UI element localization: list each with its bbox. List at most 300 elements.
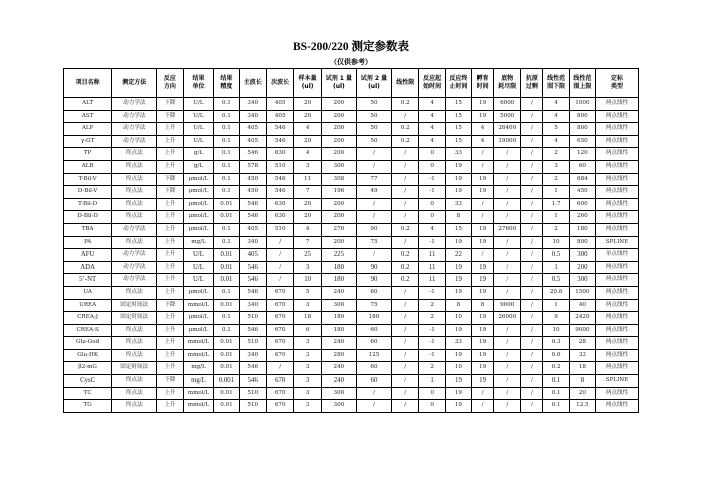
- table-cell: μmol/L: [183, 198, 214, 211]
- table-cell: mmol/L: [183, 337, 214, 350]
- table-cell: 10: [294, 274, 321, 287]
- table-cell: 两点线性: [596, 160, 639, 173]
- table-cell: 26000: [494, 312, 521, 325]
- table-cell: 10: [543, 324, 569, 337]
- table-cell: 终点法: [112, 236, 157, 249]
- table-cell: /: [392, 387, 419, 400]
- table-cell: 600: [569, 198, 595, 211]
- table-cell: 19: [445, 375, 471, 388]
- table-cell: 340: [239, 349, 266, 362]
- table-cell: 196: [321, 186, 356, 199]
- table-cell: 11: [294, 173, 321, 186]
- table-row: [64, 312, 639, 325]
- table-cell: 19: [472, 186, 494, 199]
- table-cell: /: [266, 236, 293, 249]
- table-cell: AST: [64, 110, 112, 123]
- table-cell: 终点法: [112, 160, 157, 173]
- table-cell: /: [521, 312, 543, 325]
- table-cell: U/L: [183, 123, 214, 136]
- table-cell: 1: [543, 186, 569, 199]
- table-cell: 546: [239, 211, 266, 224]
- table-cell: 75: [356, 299, 391, 312]
- table-cell: 510: [266, 160, 293, 173]
- table-cell: μmol/L: [183, 186, 214, 199]
- table-cell: 上升: [157, 198, 183, 211]
- table-cell: 两点线性: [596, 261, 639, 274]
- table-cell: 12.5: [569, 400, 595, 413]
- table-cell: 180: [321, 324, 356, 337]
- table-cell: 60: [569, 160, 595, 173]
- table-cell: 3: [294, 349, 321, 362]
- table-cell: D-Bil-D: [64, 211, 112, 224]
- table-cell: 300: [569, 249, 595, 262]
- table-cell: 上升: [157, 286, 183, 299]
- table-cell: 19: [445, 186, 471, 199]
- table-cell: 0.1: [214, 148, 239, 161]
- table-cell: 670: [266, 324, 293, 337]
- table-cell: 200: [321, 211, 356, 224]
- table-cell: 20: [294, 198, 321, 211]
- table-cell: 240: [321, 286, 356, 299]
- table-cell: 270: [321, 223, 356, 236]
- table-cell: 0.2: [392, 98, 419, 111]
- table-cell: 动力学法: [112, 274, 157, 287]
- table-row: [64, 236, 639, 249]
- table-cell: 4: [419, 223, 445, 236]
- table-cell: /: [472, 198, 494, 211]
- table-cell: 3: [294, 362, 321, 375]
- table-cell: 120: [569, 148, 595, 161]
- table-header-row: [64, 69, 639, 98]
- table-cell: 15: [445, 98, 471, 111]
- table-cell: 4: [543, 98, 569, 111]
- table-cell: /: [521, 324, 543, 337]
- table-cell: 50: [356, 123, 391, 136]
- table-cell: 2: [543, 148, 569, 161]
- table-cell: /: [392, 286, 419, 299]
- table-cell: 9000: [494, 299, 521, 312]
- table-cell: /: [392, 110, 419, 123]
- table-cell: 225: [321, 249, 356, 262]
- table-cell: 50: [356, 98, 391, 111]
- table-cell: 两点线性: [596, 110, 639, 123]
- table-cell: mmol/L: [183, 400, 214, 413]
- table-cell: 0: [419, 211, 445, 224]
- table-cell: 0.2: [392, 261, 419, 274]
- table-cell: 4: [543, 135, 569, 148]
- table-cell: 19: [445, 349, 471, 362]
- table-cell: 0.1: [543, 387, 569, 400]
- table-cell: 0.5: [543, 274, 569, 287]
- table-cell: 上升: [157, 400, 183, 413]
- table-row: [64, 148, 639, 161]
- table-cell: 下降: [157, 173, 183, 186]
- table-cell: /: [472, 148, 494, 161]
- table-cell: 280: [321, 349, 356, 362]
- table-cell: 670: [266, 337, 293, 350]
- table-cell: 19: [445, 324, 471, 337]
- table-cell: 670: [266, 349, 293, 362]
- table-cell: 0: [419, 387, 445, 400]
- table-row: [64, 135, 639, 148]
- table-cell: 180: [569, 223, 595, 236]
- table-cell: 0.1: [214, 173, 239, 186]
- table-cell: -1: [419, 324, 445, 337]
- table-cell: 19: [445, 160, 471, 173]
- table-cell: 8: [445, 211, 471, 224]
- table-cell: -1: [419, 349, 445, 362]
- table-cell: /: [494, 211, 521, 224]
- table-cell: 300: [321, 299, 356, 312]
- table-cell: 15: [445, 223, 471, 236]
- table-cell: 240: [321, 337, 356, 350]
- table-row: [64, 223, 639, 236]
- table-cell: 670: [266, 375, 293, 388]
- table-cell: 终点法: [112, 375, 157, 388]
- table-cell: 4: [294, 148, 321, 161]
- column-header: 抗原 过剩: [521, 69, 543, 98]
- table-cell: U/L: [183, 274, 214, 287]
- table-cell: CREA-J: [64, 312, 112, 325]
- column-header: 反应起 始时间: [419, 69, 445, 98]
- table-cell: /: [521, 375, 543, 388]
- table-cell: 0.01: [214, 362, 239, 375]
- table-cell: 180: [321, 261, 356, 274]
- table-cell: 1: [543, 299, 569, 312]
- table-cell: 上升: [157, 148, 183, 161]
- table-cell: 8: [445, 299, 471, 312]
- table-cell: /: [521, 299, 543, 312]
- table-cell: /: [521, 362, 543, 375]
- table-cell: 上升: [157, 387, 183, 400]
- table-cell: 固定时间法: [112, 312, 157, 325]
- table-cell: 上升: [157, 274, 183, 287]
- table-cell: /: [521, 261, 543, 274]
- table-cell: 固定时间法: [112, 362, 157, 375]
- table-cell: /: [521, 110, 543, 123]
- table-cell: 9000: [569, 324, 595, 337]
- table-cell: 上升: [157, 337, 183, 350]
- table-cell: 546: [239, 198, 266, 211]
- table-cell: 5: [294, 286, 321, 299]
- table-cell: 405: [239, 123, 266, 136]
- table-cell: 3: [294, 160, 321, 173]
- table-cell: μmol/L: [183, 223, 214, 236]
- column-header: 底物 耗尽限: [494, 69, 521, 98]
- table-cell: 630: [266, 148, 293, 161]
- table-cell: 1: [543, 261, 569, 274]
- table-cell: 18: [294, 312, 321, 325]
- table-cell: 终点法: [112, 286, 157, 299]
- table-cell: 630: [266, 198, 293, 211]
- table-cell: 60: [356, 337, 391, 350]
- table-cell: 10: [543, 236, 569, 249]
- table-cell: β2-mG: [64, 362, 112, 375]
- table-row: [64, 186, 639, 199]
- table-cell: 两点线性: [596, 312, 639, 325]
- table-cell: 3: [294, 375, 321, 388]
- table-cell: 3: [294, 400, 321, 413]
- table-cell: 上升: [157, 211, 183, 224]
- table-cell: /: [521, 148, 543, 161]
- table-cell: 4: [419, 110, 445, 123]
- table-cell: 60: [356, 286, 391, 299]
- table-cell: 0.1: [214, 98, 239, 111]
- table-cell: 上升: [157, 249, 183, 262]
- table-cell: 上升: [157, 236, 183, 249]
- table-cell: 0: [419, 400, 445, 413]
- column-header: 孵育 时间: [472, 69, 494, 98]
- table-cell: 630: [266, 211, 293, 224]
- table-row: [64, 400, 639, 413]
- table-cell: 578: [239, 160, 266, 173]
- table-cell: /: [392, 400, 419, 413]
- table-cell: 两点线性: [596, 198, 639, 211]
- table-cell: 15: [445, 110, 471, 123]
- table-cell: /: [356, 249, 391, 262]
- table-cell: 0.1: [214, 286, 239, 299]
- table-cell: 33: [569, 349, 595, 362]
- table-cell: 77: [356, 173, 391, 186]
- table-cell: 340: [239, 299, 266, 312]
- table-cell: 3: [294, 337, 321, 350]
- table-cell: 20: [294, 110, 321, 123]
- table-cell: 75: [356, 236, 391, 249]
- table-cell: 27600: [494, 223, 521, 236]
- table-cell: 0: [419, 148, 445, 161]
- table-cell: TP: [64, 148, 112, 161]
- table-row: [64, 324, 639, 337]
- table-cell: 终点法: [112, 173, 157, 186]
- table-cell: UA: [64, 286, 112, 299]
- table-cell: 240: [321, 375, 356, 388]
- table-cell: 546: [239, 274, 266, 287]
- table-cell: /: [266, 249, 293, 262]
- table-cell: 19: [472, 375, 494, 388]
- table-cell: 300: [569, 274, 595, 287]
- table-cell: /: [494, 173, 521, 186]
- table-cell: AFU: [64, 249, 112, 262]
- table-cell: 4: [419, 98, 445, 111]
- table-cell: /: [392, 324, 419, 337]
- table-cell: 546: [266, 173, 293, 186]
- table-cell: /: [392, 211, 419, 224]
- table-cell: 20: [569, 387, 595, 400]
- table-cell: 200: [321, 148, 356, 161]
- column-header: 结果 精度: [214, 69, 239, 98]
- table-cell: 下降: [157, 299, 183, 312]
- table-cell: D-Bil-V: [64, 186, 112, 199]
- table-cell: /: [494, 337, 521, 350]
- table-cell: 15: [445, 123, 471, 136]
- table-cell: 终点法: [112, 148, 157, 161]
- table-cell: γ-GT: [64, 135, 112, 148]
- table-cell: /: [494, 286, 521, 299]
- table-cell: 0.01: [214, 261, 239, 274]
- table-cell: /: [494, 148, 521, 161]
- table-cell: 两点线性: [596, 173, 639, 186]
- table-cell: 19: [472, 337, 494, 350]
- table-row: [64, 160, 639, 173]
- table-cell: 405: [239, 223, 266, 236]
- table-cell: /: [494, 362, 521, 375]
- table-cell: 2420: [569, 312, 595, 325]
- table-cell: 0.2: [543, 362, 569, 375]
- table-cell: Glu-HK: [64, 349, 112, 362]
- table-cell: U/L: [183, 135, 214, 148]
- table-row: [64, 299, 639, 312]
- table-cell: /: [521, 337, 543, 350]
- table-cell: 0.01: [214, 299, 239, 312]
- table-cell: 300: [321, 387, 356, 400]
- table-cell: /: [494, 400, 521, 413]
- table-cell: 8: [472, 299, 494, 312]
- table-cell: 90: [356, 223, 391, 236]
- table-cell: 19: [472, 286, 494, 299]
- table-cell: 180: [321, 312, 356, 325]
- table-cell: mg/L: [183, 375, 214, 388]
- table-cell: 28: [569, 337, 595, 350]
- table-cell: 5000: [494, 110, 521, 123]
- table-cell: 546: [239, 324, 266, 337]
- table-cell: 510: [266, 223, 293, 236]
- table-cell: 0.2: [392, 223, 419, 236]
- table-cell: -1: [419, 186, 445, 199]
- table-cell: U/L: [183, 261, 214, 274]
- table-cell: 4: [294, 123, 321, 136]
- column-header: 结果 单位: [183, 69, 214, 98]
- table-cell: 3: [294, 299, 321, 312]
- table-cell: 260: [569, 211, 595, 224]
- table-cell: 670: [266, 299, 293, 312]
- table-cell: /: [494, 160, 521, 173]
- table-cell: 670: [266, 387, 293, 400]
- table-cell: 两点线性: [596, 274, 639, 287]
- table-cell: /: [392, 337, 419, 350]
- table-cell: 22: [445, 249, 471, 262]
- table-cell: 11: [419, 249, 445, 262]
- table-cell: /: [472, 400, 494, 413]
- table-cell: 7: [294, 236, 321, 249]
- table-cell: /: [494, 274, 521, 287]
- table-cell: 19: [472, 236, 494, 249]
- table-cell: 0.6: [543, 349, 569, 362]
- table-cell: /: [392, 349, 419, 362]
- table-cell: 40: [569, 299, 595, 312]
- table-cell: 3: [294, 387, 321, 400]
- table-row: [64, 286, 639, 299]
- table-cell: 546: [239, 286, 266, 299]
- table-cell: 1.7: [543, 198, 569, 211]
- table-cell: 上升: [157, 123, 183, 136]
- table-row: [64, 387, 639, 400]
- table-cell: 60: [356, 362, 391, 375]
- table-cell: μmol/L: [183, 211, 214, 224]
- table-cell: 90: [356, 274, 391, 287]
- table-cell: 546: [266, 186, 293, 199]
- table-cell: 20: [294, 98, 321, 111]
- table-cell: U/L: [183, 98, 214, 111]
- table-row: [64, 375, 639, 388]
- table-cell: /: [494, 236, 521, 249]
- table-cell: /: [494, 198, 521, 211]
- table-cell: 0.01: [214, 400, 239, 413]
- table-cell: 0: [419, 160, 445, 173]
- table-cell: 20.8: [543, 286, 569, 299]
- table-cell: 4: [294, 223, 321, 236]
- table-cell: UREA: [64, 299, 112, 312]
- table-cell: μmol/L: [183, 286, 214, 299]
- table-cell: 5’-NT: [64, 274, 112, 287]
- table-cell: -1: [419, 236, 445, 249]
- table-cell: 终点法: [112, 211, 157, 224]
- column-header: 反应 方向: [157, 69, 183, 98]
- column-header: 试剂 1 量 (ul): [321, 69, 356, 98]
- table-cell: 两点线性: [596, 349, 639, 362]
- table-cell: /: [521, 400, 543, 413]
- table-row: [64, 261, 639, 274]
- table-cell: 两点线性: [596, 324, 639, 337]
- table-cell: /: [521, 249, 543, 262]
- table-cell: 670: [266, 286, 293, 299]
- table-cell: 0.2: [392, 249, 419, 262]
- table-cell: CREA-S: [64, 324, 112, 337]
- table-cell: 546: [266, 135, 293, 148]
- table-cell: /: [266, 274, 293, 287]
- table-cell: 0.1: [214, 186, 239, 199]
- table-cell: -1: [419, 337, 445, 350]
- table-cell: 动力学法: [112, 135, 157, 148]
- table-cell: 2: [419, 312, 445, 325]
- table-cell: 19: [472, 261, 494, 274]
- table-cell: 180: [356, 312, 391, 325]
- table-cell: 5: [543, 123, 569, 136]
- table-cell: 上升: [157, 312, 183, 325]
- table-cell: /: [521, 160, 543, 173]
- table-cell: /: [472, 387, 494, 400]
- table-cell: 33: [445, 337, 471, 350]
- table-cell: /: [521, 98, 543, 111]
- table-cell: 3: [294, 261, 321, 274]
- table-cell: mmol/L: [183, 349, 214, 362]
- table-cell: 19: [472, 362, 494, 375]
- table-cell: 19: [445, 236, 471, 249]
- table-row: [64, 362, 639, 375]
- table-cell: 1: [543, 211, 569, 224]
- column-header: 样本量 (ul): [294, 69, 321, 98]
- table-cell: 动力学法: [112, 123, 157, 136]
- table-cell: 50: [356, 110, 391, 123]
- table-cell: 动力学法: [112, 249, 157, 262]
- table-cell: 49: [356, 186, 391, 199]
- table-cell: 510: [239, 312, 266, 325]
- table-cell: 2: [419, 362, 445, 375]
- table-row: [64, 349, 639, 362]
- table-cell: 60: [356, 324, 391, 337]
- table-cell: 546: [239, 148, 266, 161]
- table-cell: 2: [543, 173, 569, 186]
- table-cell: 终点法: [112, 324, 157, 337]
- table-cell: 800: [569, 236, 595, 249]
- table-cell: 终点法: [112, 337, 157, 350]
- table-cell: 两点线性: [596, 286, 639, 299]
- table-cell: 19: [472, 349, 494, 362]
- table-cell: U/L: [183, 110, 214, 123]
- column-header: 试剂 2 量 (ul): [356, 69, 391, 98]
- table-cell: 0.1: [543, 400, 569, 413]
- table-cell: /: [392, 186, 419, 199]
- table-cell: 200: [321, 198, 356, 211]
